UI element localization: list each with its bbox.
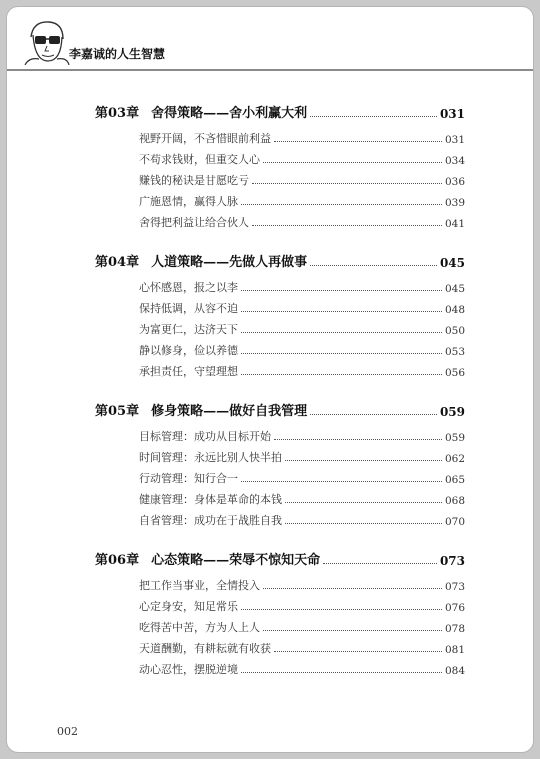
chapter-title: 心态策略——荣辱不惊知天命: [151, 553, 321, 568]
leader-dots: [310, 414, 437, 415]
toc-entry[interactable]: [139, 614, 465, 635]
chapter-heading[interactable]: [95, 397, 465, 419]
entry-title: 把工作当事业，全情投入: [139, 579, 260, 592]
entry-page: 041: [444, 218, 465, 230]
entry-title: 心定身安，知足常乐: [139, 600, 238, 613]
section-list: [139, 572, 465, 677]
toc-entry[interactable]: [139, 337, 465, 358]
leader-dots: [252, 183, 442, 184]
chapter-number: 第04章: [95, 255, 140, 270]
leader-dots: [285, 460, 442, 461]
entry-title: 舍得把利益让给合伙人: [139, 216, 249, 229]
chapter-04: [95, 248, 465, 379]
entry-title: 不苟求钱财，但重交人心: [139, 153, 260, 166]
toc-entry[interactable]: [139, 572, 465, 593]
entry-title: 赚钱的秘诀是甘愿吃亏: [139, 174, 249, 187]
entry-page: 068: [444, 495, 465, 507]
toc-entry[interactable]: [139, 125, 465, 146]
entry-page: 073: [444, 581, 465, 593]
toc-entry[interactable]: [139, 593, 465, 614]
leader-dots: [241, 204, 442, 205]
toc-entry[interactable]: [139, 188, 465, 209]
toc-entry[interactable]: [139, 423, 465, 444]
chapter-number: 第06章: [95, 553, 140, 568]
leader-dots: [241, 481, 442, 482]
entry-page: 076: [444, 602, 465, 614]
leader-dots: [241, 332, 442, 333]
entry-title: 目标管理：成功从目标开始: [139, 430, 271, 443]
chapter-number: 第03章: [95, 106, 140, 121]
entry-page: 045: [444, 283, 465, 295]
leader-dots: [285, 523, 442, 524]
entry-title: 广施恩情，赢得人脉: [139, 195, 238, 208]
leader-dots: [285, 502, 442, 503]
leader-dots: [263, 630, 442, 631]
leader-dots: [241, 311, 442, 312]
toc-entry[interactable]: [139, 656, 465, 677]
page-header: [7, 7, 533, 71]
section-list: [139, 125, 465, 230]
entry-title: 保持低调，从容不迫: [139, 302, 238, 315]
leader-dots: [241, 290, 442, 291]
chapter-title: 舍得策略——舍小利赢大利: [151, 106, 308, 121]
entry-page: 084: [444, 665, 465, 677]
leader-dots: [241, 672, 442, 673]
entry-title: 动心忍性，摆脱逆境: [139, 663, 238, 676]
chapter-heading[interactable]: [95, 248, 465, 270]
toc-entry[interactable]: [139, 316, 465, 337]
toc-entry[interactable]: [139, 635, 465, 656]
entry-page: 048: [444, 304, 465, 316]
toc-entry[interactable]: [139, 295, 465, 316]
leader-dots: [274, 651, 442, 652]
chapter-06: [95, 546, 465, 677]
leader-dots: [274, 141, 442, 142]
entry-title: 为富更仁，达济天下: [139, 323, 238, 336]
portrait-illustration-icon: [21, 17, 71, 65]
entry-title: 自省管理：成功在于战胜自我: [139, 514, 282, 527]
entry-title: 吃得苦中苦，方为人上人: [139, 621, 260, 634]
entry-page: 065: [444, 474, 465, 486]
entry-page: 059: [444, 432, 465, 444]
entry-page: 062: [444, 453, 465, 465]
entry-page: 034: [444, 155, 465, 167]
entry-page: 070: [444, 516, 465, 528]
toc-entry[interactable]: [139, 486, 465, 507]
chapter-page: 031: [439, 107, 465, 121]
leader-dots: [241, 609, 442, 610]
entry-page: 078: [444, 623, 465, 635]
toc-entry[interactable]: [139, 358, 465, 379]
entry-title: 视野开阔，不吝惜眼前利益: [139, 132, 271, 145]
toc-entry[interactable]: [139, 209, 465, 230]
toc-entry[interactable]: [139, 507, 465, 528]
toc-entry[interactable]: [139, 146, 465, 167]
chapter-03: [95, 99, 465, 230]
toc-entry[interactable]: [139, 444, 465, 465]
chapter-number: 第05章: [95, 404, 140, 419]
chapter-05: [95, 397, 465, 528]
entry-title: 承担责任，守望理想: [139, 365, 238, 378]
page-number: 002: [57, 725, 78, 738]
entry-page: 036: [444, 176, 465, 188]
toc-entry[interactable]: [139, 274, 465, 295]
entry-title: 天道酬勤，有耕耘就有收获: [139, 642, 271, 655]
entry-page: 053: [444, 346, 465, 358]
entry-page: 081: [444, 644, 465, 656]
chapter-page: 059: [439, 405, 465, 419]
leader-dots: [263, 162, 442, 163]
entry-title: 行动管理：知行合一: [139, 472, 238, 485]
toc-entry[interactable]: [139, 167, 465, 188]
entry-page: 056: [444, 367, 465, 379]
chapter-title: 人道策略——先做人再做事: [151, 255, 308, 270]
entry-page: 031: [444, 134, 465, 146]
entry-title: 健康管理：身体是革命的本钱: [139, 493, 282, 506]
document-page: [6, 6, 534, 753]
leader-dots: [274, 439, 442, 440]
chapter-heading[interactable]: [95, 546, 465, 568]
chapter-heading[interactable]: [95, 99, 465, 121]
leader-dots: [263, 588, 442, 589]
entry-page: 039: [444, 197, 465, 209]
leader-dots: [310, 116, 437, 117]
chapter-title: 修身策略——做好自我管理: [151, 404, 308, 419]
book-title: 李嘉诚的人生智慧: [69, 47, 166, 61]
entry-title: 静以修身，俭以养德: [139, 344, 238, 357]
chapter-page: 045: [439, 256, 465, 270]
chapter-page: 073: [439, 554, 465, 568]
entry-title: 心怀感恩，报之以李: [139, 281, 238, 294]
leader-dots: [241, 374, 442, 375]
leader-dots: [252, 225, 442, 226]
section-list: [139, 274, 465, 379]
entry-page: 050: [444, 325, 465, 337]
entry-title: 时间管理：永远比别人快半拍: [139, 451, 282, 464]
toc-entry[interactable]: [139, 465, 465, 486]
leader-dots: [323, 563, 437, 564]
section-list: [139, 423, 465, 528]
leader-dots: [241, 353, 442, 354]
table-of-contents: [95, 99, 465, 695]
leader-dots: [310, 265, 437, 266]
